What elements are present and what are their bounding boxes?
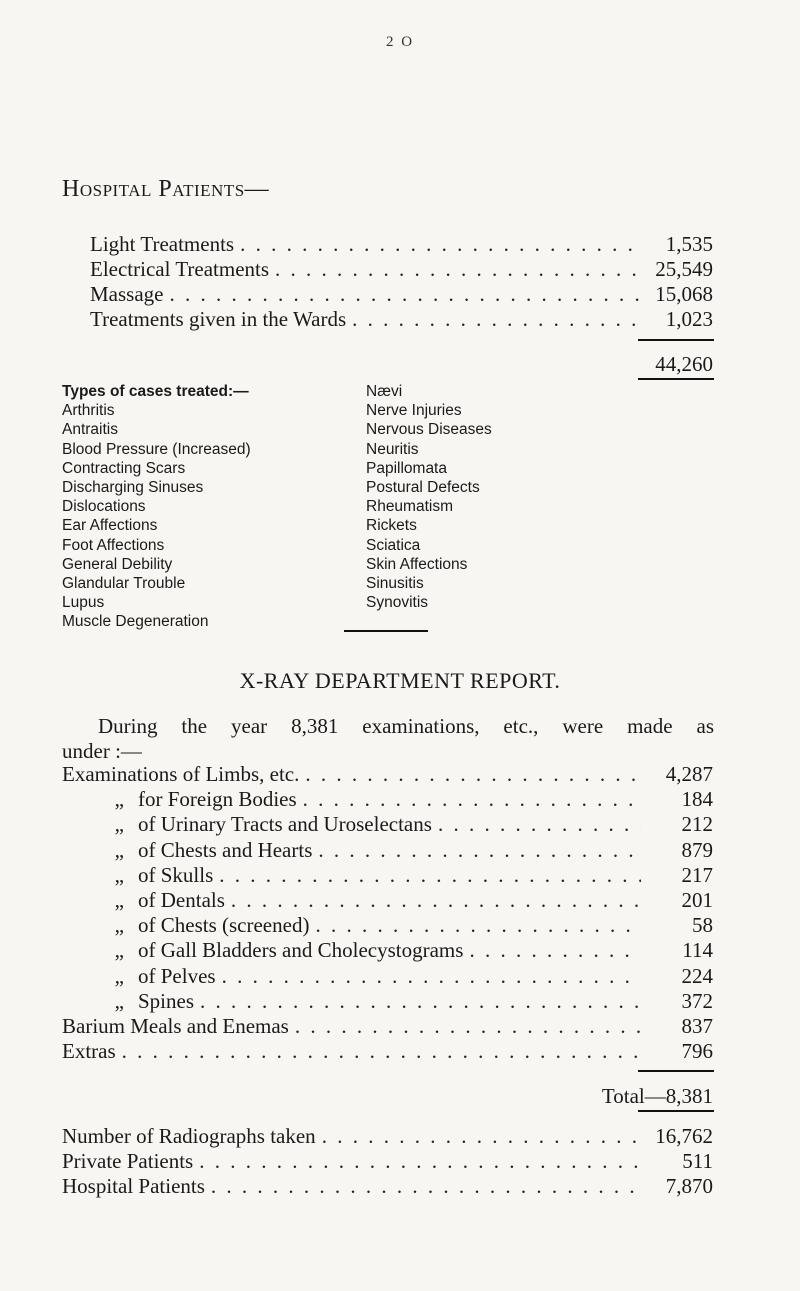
leader-dots — [225, 888, 641, 912]
row-label: Massage — [90, 282, 164, 306]
row-text: of Chests (screened) — [138, 913, 310, 938]
xray-row — [62, 1014, 713, 1038]
sum-rule — [638, 1110, 714, 1112]
row-label: Electrical Treatments — [90, 257, 270, 281]
case-item: Blood Pressure (Increased) — [62, 440, 251, 458]
radiograph-row — [62, 1124, 713, 1148]
ditto-mark: „ — [114, 963, 124, 988]
xray-intro-line2: under :— — [62, 739, 142, 763]
xray-row — [62, 838, 713, 862]
case-item: Skin Affections — [366, 555, 468, 573]
row-value: 7,870 — [665, 1174, 713, 1198]
row-value: 58 — [692, 913, 713, 938]
row-label — [62, 964, 216, 988]
row-label: Light Treatments — [90, 232, 235, 256]
leader-dots — [316, 1124, 641, 1148]
case-item: Sinusitis — [366, 575, 424, 593]
xray-intro-line1: During the year 8,381 examinations, etc., were made as — [98, 714, 714, 738]
radiograph-row — [62, 1149, 713, 1173]
case-item: Postural Defects — [366, 479, 480, 497]
leader-dots — [299, 762, 641, 786]
row-label: Private Patients — [62, 1149, 194, 1173]
ditto-mark: „ — [114, 913, 124, 938]
row-text: Extras — [62, 1039, 116, 1064]
row-label: Treatments given in the Wards — [90, 307, 347, 331]
section-divider — [344, 630, 428, 632]
case-item: Nerve Injuries — [366, 402, 462, 420]
row-value: 511 — [682, 1149, 713, 1173]
ditto-mark: „ — [114, 787, 124, 812]
row-value: 201 — [681, 888, 713, 912]
leader-dots — [289, 1014, 641, 1038]
hospital-total: 44,260 — [655, 352, 713, 376]
row-text: of Chests and Hearts — [138, 837, 313, 862]
case-item: Discharging Sinuses — [62, 479, 204, 497]
case-item: Glandular Trouble — [62, 575, 186, 593]
row-prefix: Examinations — [62, 762, 178, 786]
xray-row — [62, 913, 713, 937]
row-label — [62, 787, 297, 811]
leader-dots — [213, 863, 641, 887]
row-label: Number of Radiographs taken — [62, 1124, 316, 1148]
row-label — [62, 1014, 289, 1038]
hospital-row — [90, 282, 713, 306]
xray-row — [62, 888, 713, 912]
row-text: Spines — [138, 988, 195, 1013]
case-item: Foot Affections — [62, 536, 165, 554]
row-value: 1,535 — [665, 232, 713, 256]
row-text: Barium Meals and Enemas — [62, 1014, 289, 1038]
row-label — [62, 938, 463, 962]
xray-row — [62, 787, 713, 811]
leader-dots — [432, 812, 641, 836]
radiograph-row — [62, 1174, 713, 1198]
hospital-row — [90, 232, 713, 256]
row-value: 4,287 — [665, 762, 713, 786]
case-item: Rheumatism — [366, 498, 453, 516]
xray-title: X-RAY DEPARTMENT REPORT. — [239, 668, 561, 693]
xray-row — [62, 964, 713, 988]
leader-dots — [346, 307, 641, 331]
row-label — [62, 888, 225, 912]
row-label — [62, 863, 213, 887]
row-value: 16,762 — [655, 1124, 713, 1148]
ditto-mark: „ — [114, 837, 124, 862]
case-item: Nervous Diseases — [366, 421, 492, 439]
ditto-mark: „ — [114, 812, 124, 837]
row-value: 372 — [681, 988, 713, 1013]
xray-row — [62, 812, 713, 836]
hospital-row — [90, 257, 713, 281]
row-label — [62, 812, 432, 836]
sum-rule — [638, 1070, 714, 1072]
hospital-heading: Hospital Patients— — [62, 176, 270, 202]
leader-dots — [194, 989, 641, 1013]
ditto-mark: „ — [114, 988, 124, 1013]
leader-dots — [193, 1149, 641, 1173]
case-item: Synovitis — [366, 594, 429, 612]
case-item: Papillomata — [366, 459, 447, 477]
xray-row — [62, 938, 713, 962]
xray-row — [62, 863, 713, 887]
row-label — [62, 838, 312, 862]
row-value: 879 — [681, 837, 713, 862]
case-item: Dislocations — [62, 498, 146, 516]
row-value: 796 — [681, 1039, 713, 1064]
row-value: 114 — [682, 938, 713, 963]
sum-rule — [638, 339, 714, 341]
case-item: Sciatica — [366, 536, 421, 554]
page-number: 2 O — [385, 34, 415, 50]
leader-dots — [463, 938, 641, 962]
leader-dots — [234, 232, 641, 256]
leader-dots — [216, 964, 641, 988]
case-item: Nævi — [366, 383, 403, 400]
leader-dots — [205, 1174, 641, 1198]
sum-rule — [638, 378, 714, 380]
row-text: of Limbs, etc. — [182, 762, 300, 786]
row-value: 837 — [681, 1014, 713, 1038]
hospital-row — [90, 307, 713, 331]
row-text: of Pelves — [138, 963, 216, 988]
leader-dots — [269, 257, 641, 281]
case-item: General Debility — [62, 555, 173, 573]
leader-dots — [116, 1039, 641, 1063]
row-value: 15,068 — [655, 282, 713, 306]
cases-right-column — [366, 382, 492, 612]
row-text: of Skulls — [138, 862, 214, 887]
row-value: 217 — [681, 862, 713, 887]
row-value: 1,023 — [665, 307, 713, 331]
case-item: Muscle Degeneration — [62, 613, 209, 631]
case-item: Arthritis — [62, 402, 115, 420]
xray-row — [62, 1039, 713, 1063]
ditto-mark: „ — [114, 938, 124, 963]
row-text: of Urinary Tracts and Uroselectans — [138, 812, 432, 837]
leader-dots — [312, 838, 641, 862]
leader-dots — [163, 282, 641, 306]
row-value: 224 — [681, 963, 713, 988]
leader-dots — [297, 787, 641, 811]
ditto-mark: „ — [114, 888, 124, 912]
row-text: of Dentals — [138, 888, 225, 912]
row-label: Hospital Patients — [62, 1174, 205, 1198]
xray-row — [62, 989, 713, 1013]
case-item: Ear Affections — [62, 517, 158, 535]
row-label — [62, 913, 309, 937]
xray-total: Total—8,381 — [601, 1084, 713, 1108]
xray-row — [62, 762, 713, 786]
row-value: 184 — [681, 787, 713, 812]
cases-title: Types of cases treated:— — [62, 383, 249, 400]
row-text: for Foreign Bodies — [138, 787, 297, 812]
case-item: Contracting Scars — [62, 459, 186, 477]
case-item: Lupus — [62, 594, 105, 612]
cases-left-column — [62, 382, 251, 632]
row-label — [62, 1039, 116, 1063]
row-label — [62, 989, 194, 1013]
case-item: Antraitis — [62, 421, 118, 439]
row-value: 25,549 — [655, 257, 713, 281]
row-label — [62, 762, 299, 786]
row-text: of Gall Bladders and Cholecystograms — [138, 938, 464, 963]
case-item: Rickets — [366, 517, 417, 535]
row-value: 212 — [681, 812, 713, 837]
ditto-mark: „ — [114, 862, 124, 887]
leader-dots — [309, 913, 641, 937]
case-item: Neuritis — [366, 440, 419, 458]
